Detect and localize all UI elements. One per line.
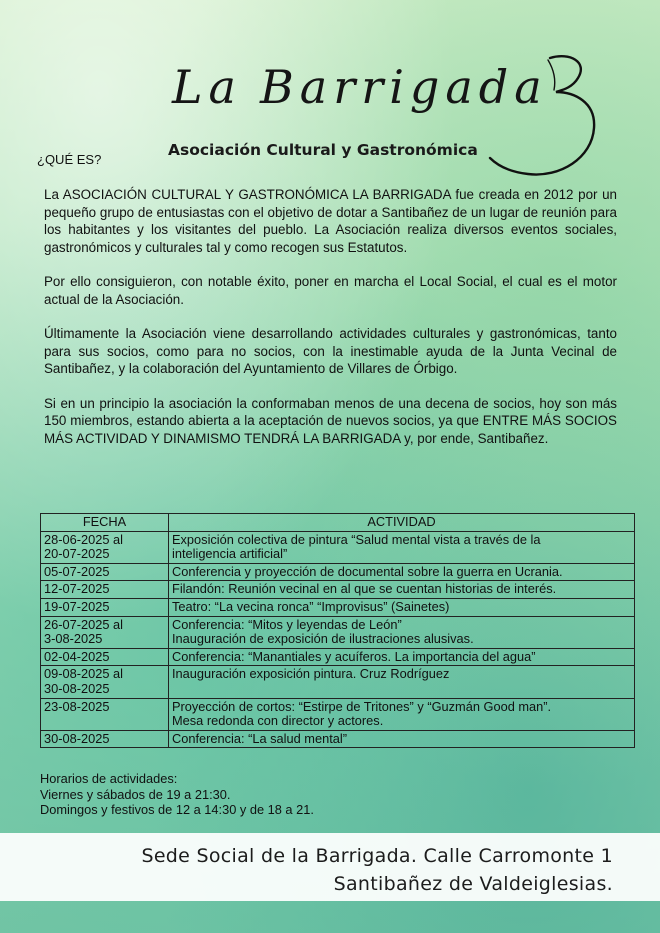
logo-word-la: La [172, 60, 242, 114]
logo-subtitle: Asociación Cultural y Gastronómica [168, 141, 478, 159]
table-row [41, 666, 635, 698]
header-actividad: ACTIVIDAD [169, 514, 635, 532]
logo-title [172, 60, 548, 114]
table-row [41, 598, 635, 616]
header-fecha: FECHA [41, 514, 169, 532]
schedule-heading: Horarios de actividades: [40, 771, 178, 786]
table-row [41, 648, 635, 666]
town-line: Santibañez de Valdeiglesias. [333, 873, 613, 895]
date-cell: 12-07-2025 [41, 581, 169, 599]
activity-cell: Conferencia: “Mitos y leyendas de León” Inauguración de exposición de ilustraciones alusivas. [169, 616, 635, 648]
table-row [41, 698, 635, 730]
table-row [41, 563, 635, 581]
paragraph: Por ello consiguieron, con notable éxito, poner en marcha el Local Social, el cual es el motor actual de la Asociación. [44, 274, 617, 307]
date-cell: 19-07-2025 [41, 598, 169, 616]
activities-table [40, 513, 635, 748]
activity-cell: Teatro: “La vecina ronca” “Improvisus” (Sainetes) [169, 598, 635, 616]
activity-cell: Filandón: Reunión vecinal en al que se cuentan historias de interés. [169, 581, 635, 599]
table-row [41, 581, 635, 599]
schedule-line: Viernes y sábados de 19 a 21:30. [40, 786, 231, 802]
paragraph: Últimamente la Asociación viene desarrollando actividades culturales y gastronómicas, tanto para sus socios, como para no socios, con la inestimable ayuda de la Junta Vecinal de Santibañez, y la colaboración del Ayuntamiento de Villares de Órbigo. [44, 326, 617, 376]
paragraph: Si en un principio la asociación la conformaban menos de una decena de socios, hoy son más 150 miembros, estando abierta a la aceptación de nuevos socios, ya que ENTRE MÁS SOCIOS MÁS ACTIVIDAD Y DINAMISMO TENDRÁ LA BARRIGADA y, por ende, Santibañez. [44, 395, 617, 446]
paragraph: La ASOCIACIÓN CULTURAL Y GASTRONÓMICA LA BARRIGADA fue creada en 2012 por un pequeño grupo de entusiastas con el objetivo de dotar a Santibañez de un lugar de reunión para los habitantes y los visitantes del pueblo. La Asociación realiza diversos eventos sociales, gastronómicos y culturales tal y como recogen sus Estatutos. [44, 187, 617, 255]
activity-cell: Conferencia: “Manantiales y acuíferos. La importancia del agua” [169, 648, 635, 666]
logo-three-swirl-icon [470, 40, 620, 190]
table-header-row [41, 514, 635, 532]
date-cell: 23-08-2025 [41, 698, 169, 730]
date-cell: 30-08-2025 [41, 730, 169, 748]
date-cell: 28-06-2025 al 20-07-2025 [41, 531, 169, 563]
logo-word-barrigada: Barrigada [259, 60, 548, 114]
schedule-info [40, 771, 314, 818]
activity-cell: Conferencia: “La salud mental” [169, 730, 635, 748]
activity-cell: Exposición colectiva de pintura “Salud mental vista a través de la inteligencia artificial” [169, 531, 635, 563]
schedule-line: Domingos y festivos de 12 a 14:30 y de 18 a 21. [40, 802, 314, 817]
address-line: Sede Social de la Barrigada. Calle Carromonte 1 [141, 845, 613, 867]
description-text [44, 186, 617, 464]
table-row [41, 730, 635, 748]
activity-cell: Proyección de cortos: “Estirpe de Tritones” y “Guzmán Good man”. Mesa redonda con director y actores. [169, 698, 635, 730]
table-row [41, 616, 635, 648]
activity-cell: Conferencia y proyección de documental sobre la guerra en Ucrania. [169, 563, 635, 581]
header [0, 0, 660, 170]
activity-cell: Inauguración exposición pintura. Cruz Rodríguez [169, 666, 635, 698]
date-cell: 05-07-2025 [41, 563, 169, 581]
section-heading: ¿QUÉ ES? [37, 152, 102, 167]
date-cell: 02-04-2025 [41, 648, 169, 666]
table-row [41, 531, 635, 563]
date-cell: 09-08-2025 al 30-08-2025 [41, 666, 169, 698]
date-cell: 26-07-2025 al 3-08-2025 [41, 616, 169, 648]
footer-band [0, 833, 660, 901]
